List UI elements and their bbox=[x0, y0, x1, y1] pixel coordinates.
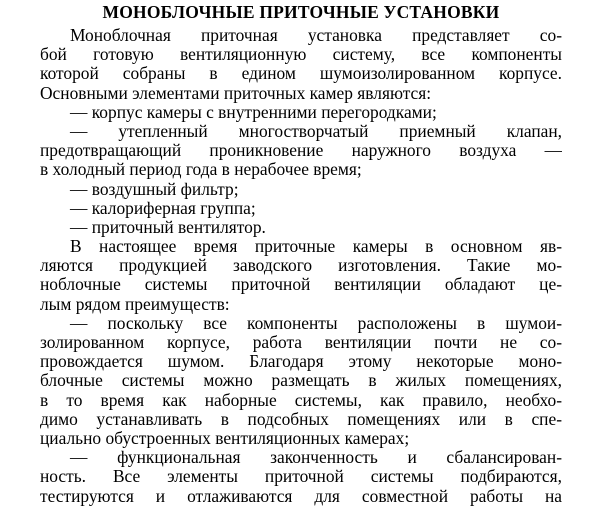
text-line: — калориферная группа; bbox=[70, 198, 256, 218]
text-line: блочные системы можно размещать в жилых помещениях, bbox=[40, 371, 562, 391]
text-line: — функциональная законченность и сбалансирован- bbox=[70, 448, 562, 468]
text-line: которой собраны в едином шумоизолированном корпусе. bbox=[40, 64, 562, 84]
text-line: В настоящее время приточные камеры в основном яв- bbox=[70, 237, 562, 257]
text-line: золированном корпусе, работа вентиляции почти не со- bbox=[40, 333, 562, 352]
text-line: — утепленный многостворчатый приемный клапан, bbox=[70, 121, 562, 141]
text-line: в холодный период года в нерабочее время; bbox=[40, 160, 362, 180]
text-line: ноблочные системы приточной вентиляции обладают це- bbox=[40, 275, 562, 295]
text-line: Моноблочная приточная установка представляет со- bbox=[70, 26, 562, 45]
text-line: — поскольку все компоненты расположены в шумои- bbox=[70, 313, 562, 333]
text-line: бой готовую вентиляционную систему, все компоненты bbox=[40, 45, 562, 65]
text-line: тестируются и отлаживаются для совместной работы на bbox=[40, 486, 562, 506]
text-line: димо устанавливать в подсобных помещениях или в спе- bbox=[40, 409, 562, 429]
text-line: — воздушный фильтр; bbox=[70, 179, 239, 199]
text-line: лым рядом преимуществ: bbox=[40, 294, 230, 314]
text-line: циально обустроенных вентиляционных камерах; bbox=[40, 428, 410, 448]
document-body bbox=[40, 26, 562, 506]
document-title: МОНОБЛОЧНЫЕ ПРИТОЧНЫЕ УСТАНОВКИ bbox=[102, 2, 500, 22]
text-line: провождается шумом. Благодаря этому некоторые моно- bbox=[40, 352, 562, 372]
text-line: предотвращающий проникновение наружного воздуха — bbox=[40, 141, 562, 161]
text-line: Основными элементами приточных камер являются: bbox=[40, 83, 432, 103]
text-line: ность. Все элементы приточной системы подбираются, bbox=[40, 467, 562, 487]
text-line: — корпус камеры с внутренними перегородками; bbox=[70, 102, 437, 122]
text-line: в то время как наборные системы, как правило, необхо- bbox=[40, 390, 562, 410]
text-line: — приточный вентилятор. bbox=[70, 217, 266, 237]
document-page bbox=[40, 2, 562, 506]
text-line: ляются продукцией заводского изготовления. Такие мо- bbox=[40, 256, 562, 276]
